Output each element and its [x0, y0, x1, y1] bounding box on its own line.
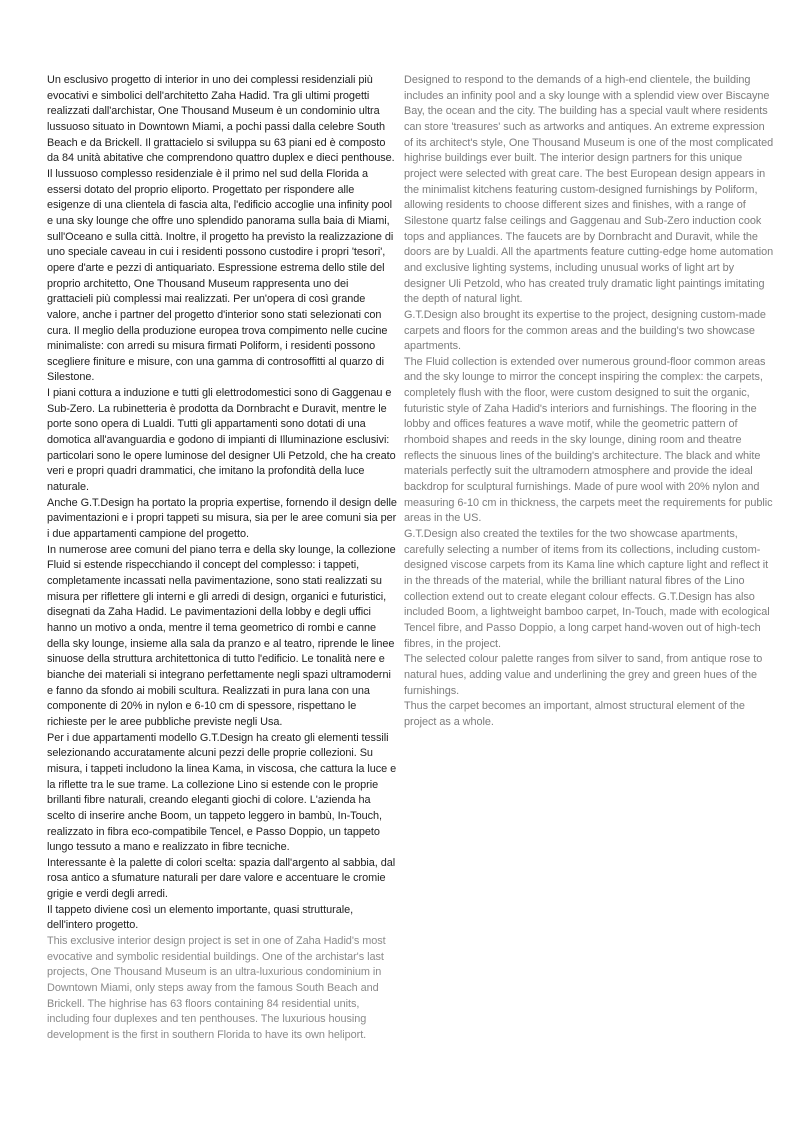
italian-paragraph: Interessante è la palette di colori scelta: spazia dall'argento al sabbia, dal rosa antico a sfumature naturali per dare valore e accentuare le cromie grigie e verdi degli arredi. — [47, 856, 396, 901]
italian-paragraph: Il tappeto diviene così un elemento importante, quasi strutturale, dell'intero progetto. — [47, 903, 354, 932]
left-column — [47, 73, 397, 1044]
english-paragraph: G.T.Design also created the textiles for the two showcase apartments, carefully selecting a number of items from its collections, including custom-designed viscose carpets from its Kama line which capture light and reflect it in the threads of the material, while the brilliant natural fibres of the Lino collection extend out to create elegant colour effects. G.T.Design has also included Boom, a lightweight bamboo carpet, In-Touch, made with ecological Tencel fibre, and Passo Doppio, a long carpet hand-woven out of high-tech fibres, in the project. — [404, 528, 770, 650]
italian-paragraph: Anche G.T.Design ha portato la propria expertise, fornendo il design delle pavimentazioni e i propri tappeti su misura, sia per le aree comuni sia per i due appartamenti campione del progetto. — [47, 496, 397, 541]
english-paragraph: This exclusive interior design project is set in one of Zaha Hadid's most evocative and symbolic residential buildings. One of the archistar's last projects, One Thousand Museum is an ultra-luxurious condominium in Downtown Miami, only steps away from the famous South Beach and Brickell. The highrise has 63 floors containing 84 residential units, including four duplexes and ten penthouses. The luxurious housing development is the first in southern Florida to have its own heliport. — [47, 935, 386, 1042]
italian-paragraph: In numerose aree comuni del piano terra e della sky lounge, la collezione Fluid si estende rispecchiando il concept del complesso: i tappeti, completamente incassati nella pavimentazione, sono stati realizzati su misura per riflettere gli interni e gli arredi di design, organici e futuristici, disegnati da Zaha Hadid. Le pavimentazioni della lobby e degli uffici hanno un motivo a onda, mentre il tema geometrico di rombi e canne della sky lounge, insieme alla sala da pranzo e al teatro, riprende le linee sinuose della struttura architettonica di tutto l'edificio. Le tonalità nere e bianche dei materiali si integrano perfettamente negli spazi ultramoderni e fanno da sfondo ai mobili scultura. Realizzati in pura lana con una componente di 20% in nylon e 6-10 cm di spessore, rispettano le richieste per le aree pubbliche previste negli Usa. — [47, 543, 396, 728]
italian-paragraph: Un esclusivo progetto di interior in uno dei complessi residenziali più evocativi e simbolici dell'architetto Zaha Hadid. Tra gli ultimi progetti realizzati dall'archistar, One Thousand Museum è un condominio ultra lussuoso situato in Downtown Miami, a pochi passi dalla celebre South Beach e da Brickell. Il grattacielo si sviluppa su 63 piani ed è composto da 84 unità abitative che comprendono quattro duplex e dieci penthouse. Il lussuoso complesso residenziale è il primo nel sud della Florida a essersi dotato del proprio eliporto. Progettato per rispondere alle esigenze di una clientela di fascia alta, l'edificio accoglie una infinity pool e una sky lounge che offre uno splendido panorama sulla baia di Miami, sull'Oceano e sulla città. Inoltre, il progetto ha previsto la realizzazione di uno speciale caveau in cui i residenti possono custodire i propri 'tesori', opere d'arte e pezzi di antiquariato. Espressione estrema dello stile del proprio architetto, One Thousand Museum rappresenta uno dei grattacieli più complessi mai realizzati. Per un'opera di così grande valore, anche i partner del progetto d'interior sono stati selezionati con cura. Il meglio della produzione europea trova compimento nelle cucine minimaliste: con arredi su misura firmati Poliform, i residenti possono scegliere finiture e misure, con una gamma di controsoffitti al quarzo di Silestone. — [47, 74, 395, 384]
english-paragraph: G.T.Design also brought its expertise to the project, designing custom-made carpets and floors for the common areas and the building's two showcase apartments. — [404, 308, 766, 353]
english-paragraph: The selected colour palette ranges from silver to sand, from antique rose to natural hues, adding value and underlining the grey and green hues of the furnishings. — [404, 653, 763, 697]
italian-paragraph: Per i due appartamenti modello G.T.Design ha creato gli elementi tessili selezionando accuratamente alcuni pezzi delle proprie collezioni. Su misura, i tappeti includono la linea Kama, in viscosa, che cattura la luce e la riflette tra le sue trame. La collezione Lino si estende con le proprie brillanti fibre naturali, creando eleganti giochi di colore. L'azienda ha scelto di inserire anche Boom, un tappeto leggero in bambù, In-Touch, realizzato in fibra eco-compatibile Tencel, e Passo Doppio, un tappeto lungo tessuto a mano e realizzato in fibre tecniche. — [47, 731, 397, 854]
right-column — [404, 73, 774, 731]
english-paragraph: The Fluid collection is extended over numerous ground-floor common areas and the sky lounge to mirror the concept inspiring the complex: the carpets, completely flush with the floor, were custom designed to suit the organic, futuristic style of Zaha Hadid's interiors and furnishings. The flooring in the lobby and offices features a wave motif, while the geometric pattern of rhomboid shapes and reeds in the sky lounge, dining room and theatre reflects the sinuous lines of the building's architecture. The black and white materials perfectly suit the ultramodern atmosphere and provide the ideal backdrop for sculptural furnishings. Made of pure wool with 20% nylon and measuring 6-10 cm in thickness, the carpets meet the requirements for public areas in the US. — [404, 355, 773, 525]
italian-paragraph: I piani cottura a induzione e tutti gli elettrodomestici sono di Gaggenau e Sub-Zero. La rubinetteria è prodotta da Dornbracht e Duravit, mentre le porte sono opera di Lualdi. Tutti gli appartamenti sono dotati di una domotica all'avanguardia e godono di impianti di Illuminazione esclusivi: particolari sono le opere luminose del designer Uli Petzold, che ha creato veri e propri quadri drammatici, che imitano la profondità della luce naturale. — [47, 387, 396, 494]
english-paragraph: Designed to respond to the demands of a high-end clientele, the building includes an infinity pool and a sky lounge with a splendid view over Biscayne Bay, the ocean and the city. The building has a special vault where residents can store 'treasures' such as artworks and antiques. An extreme expression of its architect's style, One Thousand Museum is one of the most complicated highrise buildings ever built. The interior design partners for this unique project were selected with great care. The best European design appears in the minimalist kitchens featuring custom-designed furnishings by Poliform, allowing residents to choose different sizes and finishes, with a range of Silestone quartz false ceilings and Gaggenau and Sub-Zero induction cook tops and appliances. The faucets are by Dornbracht and Duravit, while the doors are by Lualdi. All the apartments feature cutting-edge home automation and exclusive lighting systems, including unusual works of light art by designer Uli Petzold, who has created truly dramatic light paintings imitating the depth of natural light. — [404, 74, 774, 306]
english-paragraph: Thus the carpet becomes an important, almost structural element of the project as a whole. — [404, 700, 745, 728]
